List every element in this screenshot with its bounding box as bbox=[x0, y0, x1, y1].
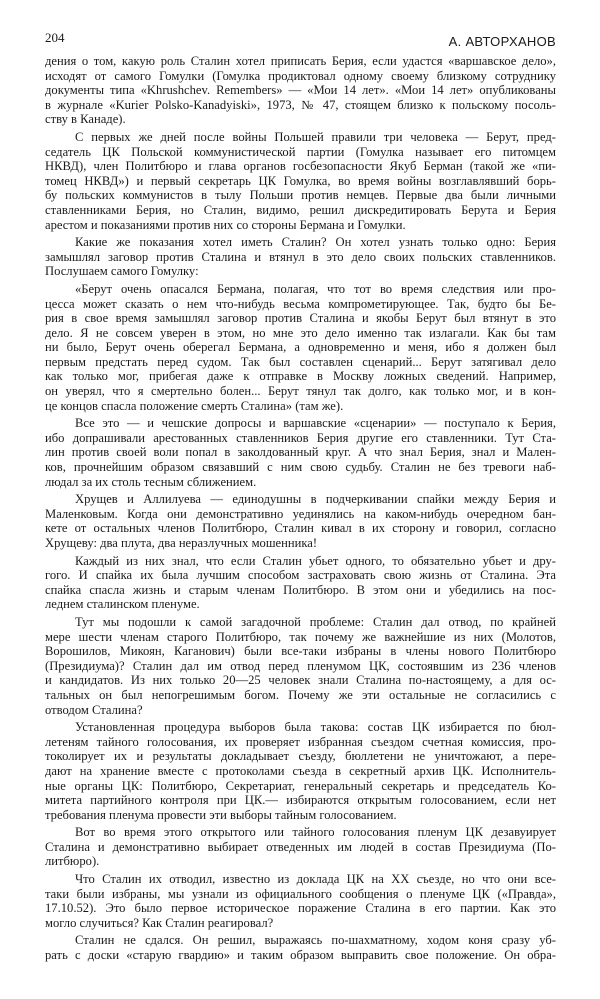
text-line: дают на хранение вместе с протоколами съезда в секретный архив ЦК. Исполнитель- bbox=[45, 763, 556, 778]
text-line: таки были избраны, мы узнали из официального сообщения о пленуме ЦК («Правда», bbox=[45, 886, 556, 901]
text-line: литбюро). bbox=[45, 854, 100, 869]
text-line: дения о том, какую роль Сталин хотел приписать Берия, если удастся «варшавское дело», bbox=[45, 54, 556, 68]
paragraph bbox=[45, 492, 556, 550]
text-line: отводом Сталина? bbox=[45, 702, 143, 717]
text-line: Маленковым. Когда они демонстративно уединялись на каком-нибудь очередном бан- bbox=[45, 506, 556, 521]
text-line: ни было, Берут очень оберегал Бермана, а одновременно и меня, ибо я должен был bbox=[45, 340, 556, 355]
text-line: лин против своей воли попал в заколдованный круг. А что знал Берия, знал и Мален- bbox=[45, 445, 556, 460]
text-line: как только мог, прибегая даже к отправке в Москву ложных сведений. Например, bbox=[45, 369, 556, 384]
text-line: рия в свое время замышлял заговор против Сталина и якобы Берут был втянут в это bbox=[45, 311, 556, 326]
text-line: леднем сталинском пленуме. bbox=[45, 597, 200, 612]
paragraph bbox=[45, 130, 556, 232]
text-line: Сталин не сдался. Он решил, выражаясь по-шахматному, ходом коня сразу уб- bbox=[75, 933, 556, 948]
body-text bbox=[45, 54, 556, 963]
text-line: спайка спасла жизнь и старым членам Политбюро. В этом они и убедились на пос- bbox=[45, 582, 556, 597]
text-line: летеням тайного голосования, их проверяет избранная съездом счетная комиссия, про- bbox=[45, 734, 556, 749]
text-line: Послушаем самого Гомулку: bbox=[45, 264, 199, 279]
text-line: дело. Я не совсем уверен в этом, но мне это дело именно так излагали. Как бы там bbox=[45, 325, 556, 340]
text-line: Какие же показания хотел иметь Сталин? Он хотел узнать только одно: Берия bbox=[75, 235, 556, 250]
paragraph bbox=[45, 825, 556, 869]
text-line: С первых же дней после войны Польшей правили три человека — Берут, пред- bbox=[75, 129, 556, 144]
text-line: требования пленума провести эти выборы тайным голосованием. bbox=[45, 807, 397, 822]
text-line: це концов спасла положение смерть Сталина» (там же). bbox=[45, 398, 344, 413]
text-line: ные органы ЦК: Политбюро, Секретариат, генеральный секретарь и председатель Ко- bbox=[45, 778, 556, 793]
paragraph bbox=[45, 720, 556, 822]
text-line: томец НКВД») и первый секретарь ЦК Гомулка, во время войны возглавлявший борь- bbox=[45, 173, 556, 188]
text-line: кете от остальных членов Политбюро, Сталин кивал в их сторону и говорил, согласно bbox=[45, 521, 556, 536]
text-line: замышлял заговор против Сталина и втянул в это дело своих польских ставленников. bbox=[45, 249, 556, 264]
paragraph bbox=[45, 282, 556, 413]
text-line: гого. И спайка их была лучшим способом застраховать свою жизнь от Сталина. Эта bbox=[45, 568, 556, 583]
text-line: мере шести членам старого Политбюро, так почему же важнейшие из них (Молотов, bbox=[45, 629, 556, 644]
text-line: «Берут очень опасался Бермана, полагая, что тот во время следствия или про- bbox=[75, 281, 556, 296]
text-line: Вот во время этого открытого или тайного голосования пленум ЦК дезавуирует bbox=[75, 825, 556, 840]
text-line: и кандидатов. Из них только 20—25 человек знали Сталина по-настоящему, а для ос- bbox=[45, 673, 556, 688]
text-line: Установленная процедура выборов была такова: состав ЦК избирается по бюл- bbox=[75, 720, 556, 735]
page-number: 204 bbox=[45, 30, 65, 45]
text-line: 17.10.52). Это было первое историческое поражение Сталина в его партии. Как это bbox=[45, 901, 556, 916]
text-line: Ворошилов, Микоян, Каганович) были все-таки избраны в члены нового Политбюро bbox=[45, 644, 556, 659]
text-line: людал за их столь тесным сближением. bbox=[45, 474, 257, 489]
running-head: А. АВТОРХАНОВ bbox=[448, 34, 556, 49]
text-line: ставленниками Берия, но Сталин, видимо, решил дискредитировать Берута и Берия bbox=[45, 202, 556, 217]
text-line: цесса может сказать о нем что-нибудь весьма компрометирующее. Так, будто бы Бе- bbox=[45, 296, 556, 311]
paragraph bbox=[45, 872, 556, 930]
text-line: ству в Канаде). bbox=[45, 112, 126, 127]
text-line: арестом и показаниями против них со стороны Бермана и Гомулки. bbox=[45, 217, 406, 232]
text-line: рать с доски «старую гвардию» и таким образом выправить свое положение. Он обра- bbox=[45, 948, 556, 963]
text-line: исходят от самого Гомулки (Гомулка продиктовал одному своему близкому сотруднику bbox=[45, 68, 556, 83]
paragraph bbox=[45, 54, 556, 127]
paragraph bbox=[45, 235, 556, 279]
text-line: Все это — и чешские допросы и варшавские «сценарии» — поступало к Берия, bbox=[75, 416, 556, 431]
paragraph bbox=[45, 416, 556, 489]
text-line: бу польских коммунистов в тылу Польши против немцев. Первые два были личными bbox=[45, 188, 556, 203]
text-line: Тут мы подошли к самой загадочной проблеме: Сталин дал отвод, по крайней bbox=[75, 614, 556, 629]
text-line: документы типа «Khrushchev. Remembers» — «Мои 14 лет». «Мои 14 лет» опубликованы bbox=[45, 83, 556, 98]
text-line: (Президиума)? Сталин дал им отвод перед пленумом ЦК, состоявшим из 236 членов bbox=[45, 658, 556, 673]
paragraph bbox=[45, 615, 556, 717]
text-line: Сталина и демонстративно выбирает отведенных им людей в состав Президиума (По- bbox=[45, 839, 556, 854]
text-line: он уверял, что я смертельно болен... Берут тянул так долго, как только мог, и в кон- bbox=[45, 384, 556, 399]
text-line: токолирует их и результаты докладывает съезду, бюллетени не уничтожают, а пере- bbox=[45, 749, 556, 764]
text-line: Что Сталин их отводил, известно из доклада ЦК на XX съезде, но что они все- bbox=[75, 872, 556, 887]
text-line: Хрущев и Аллилуева — единодушны в подчеркивании спайки между Берия и bbox=[75, 492, 556, 507]
text-line: ибо допрашивали арестованных ставленников Берия другие его ставленники. Тут Ста- bbox=[45, 430, 556, 445]
text-line: ков, прочнейшим образом связавший с ним свою судьбу. Сталин не без тревоги наб- bbox=[45, 460, 556, 475]
text-line: могло случиться? Как Сталин реагировал? bbox=[45, 915, 274, 930]
paragraph bbox=[45, 933, 556, 962]
text-line: НКВД), член Политбюро и глава органов госбезопасности Якуб Берман (такой же «пи- bbox=[45, 159, 556, 174]
paragraph bbox=[45, 554, 556, 612]
text-line: Каждый из них знал, что если Сталин убьет одного, то обязательно убьет и дру- bbox=[75, 553, 556, 568]
text-line: Хрущеву: два плута, два неразлучных мошенника! bbox=[45, 536, 318, 550]
text-line: тальных он был непогрешимым богом. Почему же эти остальные не согласились с bbox=[45, 687, 556, 702]
text-line: первым предстать перед судом. Так был составлен сценарий... Берут затягивал дело bbox=[45, 354, 556, 369]
text-line: в журнале «Kurier Polsko-Kanadyiski», 1973, № 47, стоящем близко к польскому посоль- bbox=[45, 97, 556, 112]
text-line: митета партийного контроля при ЦК.— избираются открытым голосованием, если нет bbox=[45, 793, 556, 808]
text-line: седатель ЦК Польской коммунистической партии (Гомулка называет его питомцем bbox=[45, 144, 556, 159]
